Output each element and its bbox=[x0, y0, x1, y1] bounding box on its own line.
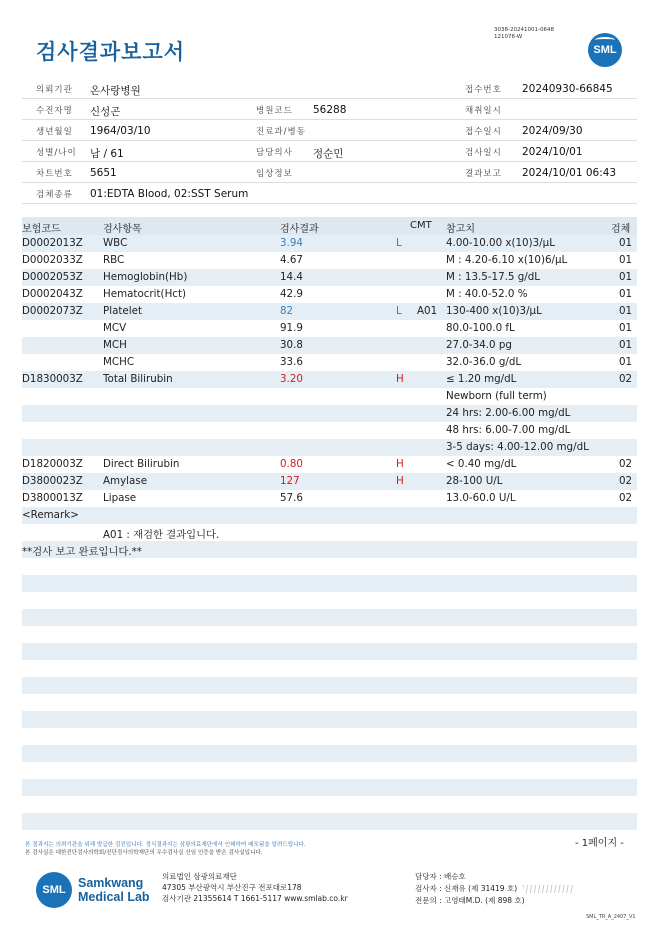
cell-ref: 13.0-60.0 U/L bbox=[446, 492, 516, 504]
table-row bbox=[22, 456, 637, 473]
cell-flag: L bbox=[396, 237, 402, 249]
table-row bbox=[22, 609, 637, 626]
info-row bbox=[22, 141, 637, 162]
cell-spec: 02 bbox=[619, 458, 633, 470]
cell-code: D1820003Z bbox=[22, 458, 83, 470]
table-row bbox=[22, 728, 637, 745]
cell-name: Lipase bbox=[103, 492, 137, 504]
table-row bbox=[22, 473, 637, 490]
table-row bbox=[22, 269, 637, 286]
cell-result: 42.9 bbox=[280, 288, 303, 300]
table-row bbox=[22, 677, 637, 694]
info-value: 남 / 61 bbox=[90, 148, 124, 160]
info-label: 임상정보 bbox=[256, 169, 293, 179]
cell-result: 4.67 bbox=[280, 254, 303, 266]
info-label: 검체종류 bbox=[36, 190, 73, 200]
cell-ref: 48 hrs: 6.00-7.00 mg/dL bbox=[446, 424, 571, 436]
cell-ref: M : 13.5-17.5 g/dL bbox=[446, 271, 541, 283]
form-code: SML_TR_A_2407_V1 bbox=[586, 914, 636, 920]
info-label: 성별/나이 bbox=[36, 148, 77, 158]
cell-spec: 02 bbox=[619, 492, 633, 504]
cell-code: D0002033Z bbox=[22, 254, 83, 266]
info-value: 2024/10/01 06:43 bbox=[522, 167, 617, 179]
cell-ref: 4.00-10.00 x(10)3/μL bbox=[446, 237, 555, 249]
info-value: 온사랑병원 bbox=[90, 85, 141, 97]
cell-spec: 01 bbox=[619, 254, 633, 266]
table-row bbox=[22, 235, 637, 252]
table-row bbox=[22, 626, 637, 643]
info-label: 검사일시 bbox=[465, 148, 502, 158]
sml-logo-icon: SML bbox=[588, 33, 622, 67]
cell-spec: 02 bbox=[619, 373, 633, 385]
table-row bbox=[22, 371, 637, 388]
info-label: 의뢰기관 bbox=[36, 85, 73, 95]
cell-name: WBC bbox=[103, 237, 128, 249]
cell-result: 82 bbox=[280, 305, 294, 317]
table-row bbox=[22, 558, 637, 575]
cell-ref: 32.0-36.0 g/dL bbox=[446, 356, 522, 368]
header-spec: 검체 bbox=[611, 224, 631, 235]
cell-spec: 01 bbox=[619, 237, 633, 249]
header-result: 검사결과 bbox=[280, 224, 319, 235]
cell-code: <Remark> bbox=[22, 509, 79, 521]
cell-result: 127 bbox=[280, 475, 300, 487]
table-row bbox=[22, 388, 637, 405]
info-value: 2024/09/30 bbox=[522, 125, 583, 137]
cell-ref: Newborn (full term) bbox=[446, 390, 547, 402]
info-value: 정순민 bbox=[313, 148, 344, 160]
table-row bbox=[22, 422, 637, 439]
info-row bbox=[22, 78, 637, 99]
info-label: 진료과/병동 bbox=[256, 127, 306, 137]
table-row bbox=[22, 711, 637, 728]
table-row bbox=[22, 813, 637, 830]
cell-result: 0.80 bbox=[280, 458, 303, 470]
cell-ref: M : 4.20-6.10 x(10)6/μL bbox=[446, 254, 568, 266]
cell-name: RBC bbox=[103, 254, 125, 266]
cell-ref: 130-400 x(10)3/μL bbox=[446, 305, 542, 317]
cell-name: MCHC bbox=[103, 356, 135, 368]
cell-code: D0002073Z bbox=[22, 305, 83, 317]
cell-code: D1830003Z bbox=[22, 373, 83, 385]
table-row bbox=[22, 762, 637, 779]
organization-info: 의료법인 삼광의료재단 47305 부산광역시 부산진구 전포대로178 검사기관 21355614 T 1661-5117 www.smlab.co.kr bbox=[162, 872, 348, 903]
table-row bbox=[22, 660, 637, 677]
info-row bbox=[22, 162, 637, 183]
cell-result: 3.20 bbox=[280, 373, 303, 385]
cell-name: A01 : 재검한 결과입니다. bbox=[103, 529, 220, 541]
info-value: 2024/10/01 bbox=[522, 146, 583, 158]
cell-result: 91.9 bbox=[280, 322, 303, 334]
cell-ref: 3-5 days: 4.00-12.00 mg/dL bbox=[446, 441, 589, 453]
info-value: 5651 bbox=[90, 167, 117, 179]
table-row bbox=[22, 541, 637, 558]
header-ref: 참고치 bbox=[446, 224, 475, 235]
info-value: 20240930-66845 bbox=[522, 83, 613, 95]
info-label: 접수번호 bbox=[465, 85, 502, 95]
cell-result: 3.94 bbox=[280, 237, 303, 249]
cell-result: 30.8 bbox=[280, 339, 303, 351]
cell-ref: 28-100 U/L bbox=[446, 475, 503, 487]
cell-code: D0002053Z bbox=[22, 271, 83, 283]
table-row bbox=[22, 337, 637, 354]
header-code: 보험코드 bbox=[22, 224, 61, 235]
info-label: 차트번호 bbox=[36, 169, 73, 179]
cell-code: D3800013Z bbox=[22, 492, 83, 504]
table-row bbox=[22, 575, 637, 592]
info-row bbox=[22, 183, 637, 204]
result-table bbox=[22, 217, 637, 847]
table-row bbox=[22, 252, 637, 269]
cell-spec: 02 bbox=[619, 475, 633, 487]
table-row bbox=[22, 507, 637, 524]
page-number: - 1페이지 - bbox=[575, 838, 624, 849]
info-label: 병원코드 bbox=[256, 106, 293, 116]
cell-spec: 01 bbox=[619, 288, 633, 300]
staff-info: 담당자 : 배승호 검사자 : 신재유 (제 31419 호) 전문의 : 고영태M.D. (제 898 호) bbox=[415, 871, 573, 907]
table-row bbox=[22, 796, 637, 813]
sml-logo-icon: SML bbox=[36, 872, 72, 908]
cell-name: Hemoglobin(Hb) bbox=[103, 271, 188, 283]
cell-name: Platelet bbox=[103, 305, 142, 317]
cell-spec: 01 bbox=[619, 339, 633, 351]
cell-result: 57.6 bbox=[280, 492, 303, 504]
document-id: 3038-20241001-0648 121076-W bbox=[494, 27, 554, 40]
cell-result: 33.6 bbox=[280, 356, 303, 368]
table-header bbox=[22, 217, 637, 235]
info-label: 접수일시 bbox=[465, 127, 502, 137]
table-row bbox=[22, 524, 637, 541]
cell-code: D0002013Z bbox=[22, 237, 83, 249]
table-row bbox=[22, 286, 637, 303]
patient-info-section bbox=[22, 78, 637, 204]
table-row bbox=[22, 354, 637, 371]
table-row bbox=[22, 779, 637, 796]
cell-name: MCV bbox=[103, 322, 127, 334]
cell-spec: 01 bbox=[619, 305, 633, 317]
table-row bbox=[22, 303, 637, 320]
cell-name: Hematocrit(Hct) bbox=[103, 288, 187, 300]
lab-name: Samkwang Medical Lab bbox=[78, 876, 150, 904]
table-row bbox=[22, 405, 637, 422]
info-value: 신성곤 bbox=[90, 106, 121, 118]
cell-flag: H bbox=[396, 373, 404, 385]
signature-icon bbox=[523, 885, 573, 893]
header-cmt: CMT bbox=[410, 220, 432, 231]
report-title: 검사결과보고서 bbox=[36, 40, 186, 64]
cell-flag: H bbox=[396, 475, 404, 487]
table-row bbox=[22, 745, 637, 762]
info-row bbox=[22, 99, 637, 120]
cell-code: D3800023Z bbox=[22, 475, 83, 487]
table-row bbox=[22, 694, 637, 711]
cell-code: D0002043Z bbox=[22, 288, 83, 300]
table-body bbox=[22, 235, 637, 847]
cell-flag: L bbox=[396, 305, 402, 317]
info-value: 1964/03/10 bbox=[90, 125, 151, 137]
cell-ref: < 0.40 mg/dL bbox=[446, 458, 517, 470]
info-value: 56288 bbox=[313, 104, 347, 116]
cell-result: 14.4 bbox=[280, 271, 303, 283]
table-row bbox=[22, 643, 637, 660]
info-label: 생년월일 bbox=[36, 127, 73, 137]
table-row bbox=[22, 490, 637, 507]
cell-cmt: A01 bbox=[417, 305, 438, 317]
cell-ref: 80.0-100.0 fL bbox=[446, 322, 515, 334]
table-row bbox=[22, 592, 637, 609]
info-label: 채취일시 bbox=[465, 106, 502, 116]
cell-ref: 27.0-34.0 pg bbox=[446, 339, 512, 351]
cell-ref: ≤ 1.20 mg/dL bbox=[446, 373, 517, 385]
header-name: 검사항목 bbox=[103, 224, 142, 235]
cell-name: Total Bilirubin bbox=[103, 373, 173, 385]
info-value: 01:EDTA Blood, 02:SST Serum bbox=[90, 188, 249, 200]
cell-code: **검사 보고 완료입니다.** bbox=[22, 546, 142, 558]
info-label: 담당의사 bbox=[256, 148, 293, 158]
cell-spec: 01 bbox=[619, 356, 633, 368]
cell-name: Amylase bbox=[103, 475, 148, 487]
table-row bbox=[22, 439, 637, 456]
cell-ref: M : 40.0-52.0 % bbox=[446, 288, 528, 300]
cell-spec: 01 bbox=[619, 322, 633, 334]
info-row bbox=[22, 120, 637, 141]
cell-spec: 01 bbox=[619, 271, 633, 283]
table-row bbox=[22, 320, 637, 337]
info-label: 수진자명 bbox=[36, 106, 73, 116]
cell-name: MCH bbox=[103, 339, 127, 351]
footnote: 본 결과지는 의뢰기관을 위해 발급한 검진입니다. 정식결과지는 삼광의료재단에서 인쇄하여 배포됨을 알려드립니다. 본 검사실은 대한진단검사의학회/진단검사의학재단의 우수검사실 신임 인증을 받은 검사실입니다. bbox=[25, 842, 306, 856]
cell-name: Direct Bilirubin bbox=[103, 458, 180, 470]
cell-ref: 24 hrs: 2.00-6.00 mg/dL bbox=[446, 407, 571, 419]
info-label: 결과보고 bbox=[465, 169, 502, 179]
cell-flag: H bbox=[396, 458, 404, 470]
